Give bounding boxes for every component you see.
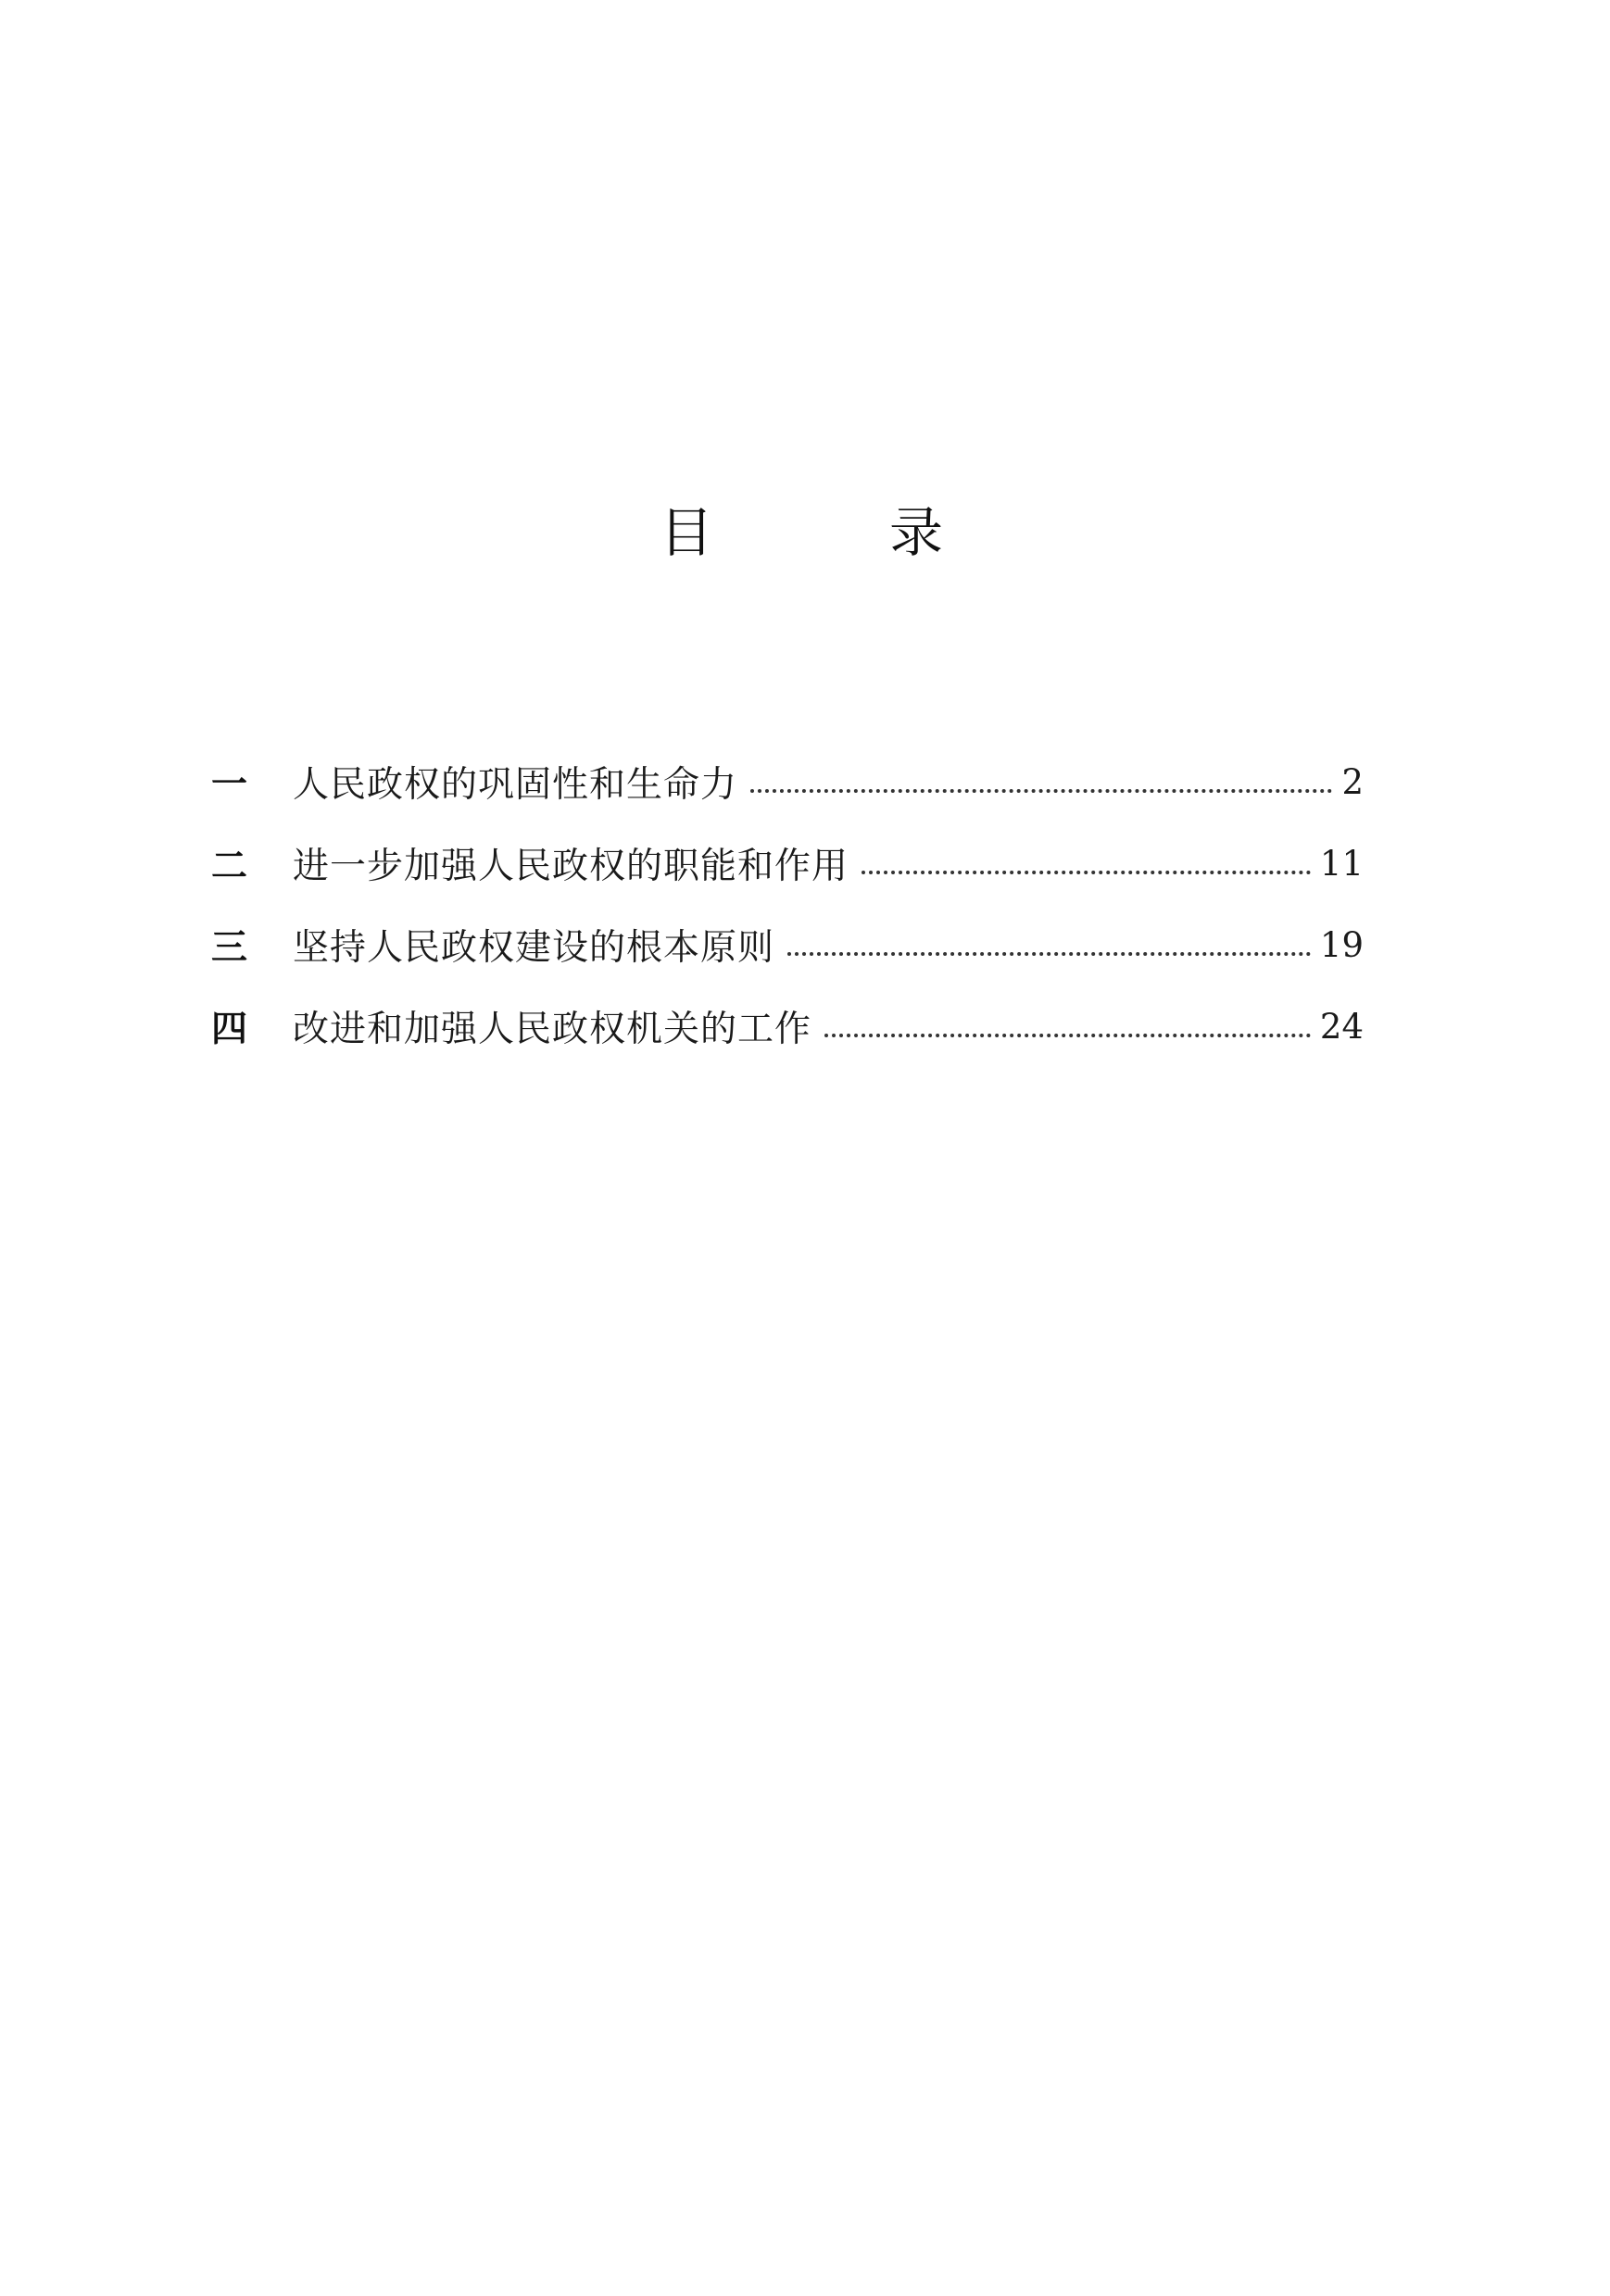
toc-entry-page: 19 (1319, 924, 1364, 965)
toc-entry-number: 一 (211, 764, 248, 806)
toc-entry-number: 二 (211, 846, 248, 887)
toc-entry-page: 24 (1319, 1006, 1364, 1047)
toc-entry-page: 2 (1341, 761, 1364, 802)
toc-entry-title: 改进和加强人民政权机关的工作 (293, 1009, 812, 1050)
toc-entry-number: 三 (211, 927, 248, 969)
toc-dot-leader (824, 1034, 1311, 1037)
toc-entry-title: 人民政权的巩固性和生命力 (293, 764, 738, 806)
toc-entry-title: 坚持人民政权建设的根本原则 (293, 927, 775, 969)
toc-entry-3[interactable] (211, 904, 1364, 985)
title-char-2: 录 (889, 501, 944, 564)
toc-entry-number: 四 (211, 1009, 248, 1050)
toc-entry-2[interactable] (211, 822, 1364, 904)
toc-entry-title: 进一步加强人民政权的职能和作用 (293, 846, 849, 887)
toc-entry-4[interactable] (211, 985, 1364, 1067)
toc-entry-page: 11 (1319, 843, 1364, 884)
title-char-1: 目 (660, 501, 714, 564)
page-title (0, 496, 1610, 570)
toc-dot-leader (750, 789, 1332, 793)
toc-dot-leader (862, 871, 1311, 874)
toc-dot-leader (787, 952, 1311, 956)
table-of-contents (211, 741, 1364, 1067)
toc-entry-1[interactable] (211, 741, 1364, 822)
